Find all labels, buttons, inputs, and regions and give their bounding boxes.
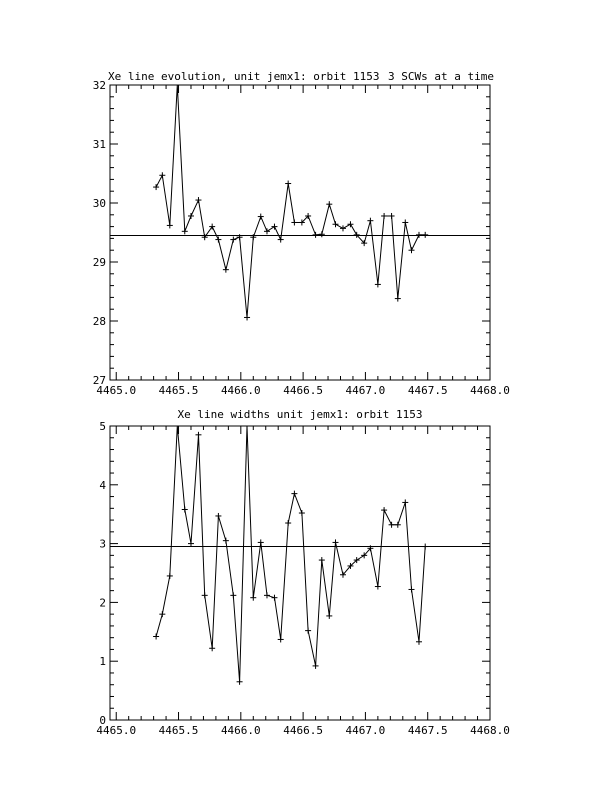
widths-plot-frame [110, 426, 490, 720]
evolution-xtick-label: 4466.0 [220, 384, 261, 397]
widths-data-point [250, 595, 256, 601]
evolution-data-point [389, 213, 395, 219]
evolution-data-point [326, 201, 332, 207]
widths-data-point [223, 538, 229, 544]
widths-data-point [209, 645, 215, 651]
widths-data-point [237, 679, 243, 685]
evolution-data-point [340, 225, 346, 231]
widths-data-point [182, 506, 188, 512]
evolution-data-point [195, 197, 201, 203]
evolution-ytick-label: 31 [92, 138, 106, 151]
widths-data-point [167, 573, 173, 579]
widths-ytick-label: 2 [99, 596, 106, 610]
evolution-data-point [319, 231, 325, 237]
evolution-data-point [333, 221, 339, 227]
widths-data-point [389, 522, 395, 528]
widths-xtick-label: 4467.0 [345, 724, 386, 737]
evolution-xtick-label: 4465.5 [158, 384, 199, 397]
evolution-data-point [291, 219, 297, 225]
evolution-data-point [367, 218, 373, 224]
widths-data-point [299, 510, 305, 516]
widths-xtick-label: 4465.5 [158, 724, 199, 737]
widths-data-point [409, 586, 415, 592]
evolution-xtick-label: 4467.0 [345, 384, 386, 397]
evolution-ytick-label: 30 [92, 197, 106, 210]
widths-xtick-label: 4465.0 [96, 724, 137, 737]
widths-data-point [319, 557, 325, 563]
evolution-data-point [209, 224, 215, 230]
widths-data-point [264, 592, 270, 598]
widths-data-point [202, 592, 208, 598]
widths-title: Xe line widths unit jemx1: orbit 1153 [177, 408, 423, 421]
widths-data-point [271, 595, 277, 601]
widths-data-point [395, 522, 401, 528]
widths-xtick-label: 4466.0 [220, 724, 261, 737]
evolution-xtick-label: 4467.5 [407, 384, 448, 397]
widths-xtick-label: 4467.5 [407, 724, 448, 737]
evolution-data-point [188, 213, 194, 219]
evolution-xtick-label: 4466.5 [283, 384, 323, 397]
evolution-x-axis [96, 85, 510, 397]
evolution-data-point [244, 314, 250, 320]
evolution-data-point [278, 237, 284, 243]
evolution-data-point [258, 214, 264, 220]
widths-data-point [381, 507, 387, 513]
evolution-ytick-label: 32 [92, 79, 106, 92]
widths-data-point [402, 499, 408, 505]
widths-ytick-label: 0 [99, 714, 106, 727]
evolution-data-point [182, 228, 188, 234]
widths-data-point [326, 613, 332, 619]
widths-data-point [188, 541, 194, 547]
evolution-data-point [159, 172, 165, 178]
widths-xtick-label: 4468.0 [470, 724, 510, 737]
evolution-series-line [156, 85, 425, 318]
evolution-data-point [271, 224, 277, 230]
widths-ytick-label: 3 [99, 537, 106, 551]
evolution-data-point [409, 247, 415, 253]
widths-data-point [258, 539, 264, 545]
widths-data-point [215, 513, 221, 519]
widths-data-point [422, 544, 428, 550]
evolution-xtick-label: 4465.0 [96, 384, 137, 397]
widths-series-line [156, 426, 425, 682]
widths-markers [153, 432, 428, 685]
widths-data-point [416, 639, 422, 645]
evolution-ytick-label: 29 [92, 256, 106, 269]
widths-data-point [313, 663, 319, 669]
widths-ytick-label: 5 [99, 420, 106, 433]
widths-data-point [333, 539, 339, 545]
evolution-panel [93, 70, 510, 397]
evolution-ytick-label: 28 [92, 315, 106, 328]
widths-ytick-label: 4 [99, 478, 106, 492]
evolution-data-point [167, 222, 173, 228]
evolution-data-point [223, 267, 229, 273]
evolution-data-point [285, 181, 291, 187]
widths-data-point [153, 634, 159, 640]
widths-data-point [291, 491, 297, 497]
widths-data-point [305, 628, 311, 634]
evolution-data-point [347, 221, 353, 227]
widths-data-point [285, 520, 291, 526]
evolution-data-point [230, 237, 236, 243]
widths-data-point [230, 592, 236, 598]
evolution-data-point [416, 232, 422, 238]
evolution-data-point [402, 219, 408, 225]
widths-xtick-label: 4466.5 [283, 724, 323, 737]
widths-ytick-label: 1 [99, 655, 106, 669]
evolution-ytick-label: 27 [92, 374, 106, 387]
evolution-plot-frame [110, 85, 490, 380]
widths-y-axis [99, 420, 490, 727]
evolution-title: Xe line evolution, unit jemx1: orbit 1153 [108, 70, 380, 83]
evolution-subtitle: 3 SCWs at a time [388, 70, 494, 83]
widths-data-point [375, 584, 381, 590]
evolution-data-point [215, 237, 221, 243]
evolution-data-point [264, 228, 270, 234]
evolution-markers [153, 172, 428, 320]
widths-data-point [159, 611, 165, 617]
evolution-xtick-label: 4468.0 [470, 384, 510, 397]
evolution-data-point [375, 281, 381, 287]
evolution-data-point [381, 213, 387, 219]
evolution-data-point [395, 296, 401, 302]
widths-panel [96, 408, 510, 737]
widths-x-axis [96, 426, 510, 737]
evolution-data-point [153, 184, 159, 190]
evolution-y-axis [93, 79, 490, 387]
evolution-data-point [422, 232, 428, 238]
widths-data-point [195, 432, 201, 438]
widths-data-point [278, 636, 284, 642]
evolution-data-point [313, 232, 319, 238]
